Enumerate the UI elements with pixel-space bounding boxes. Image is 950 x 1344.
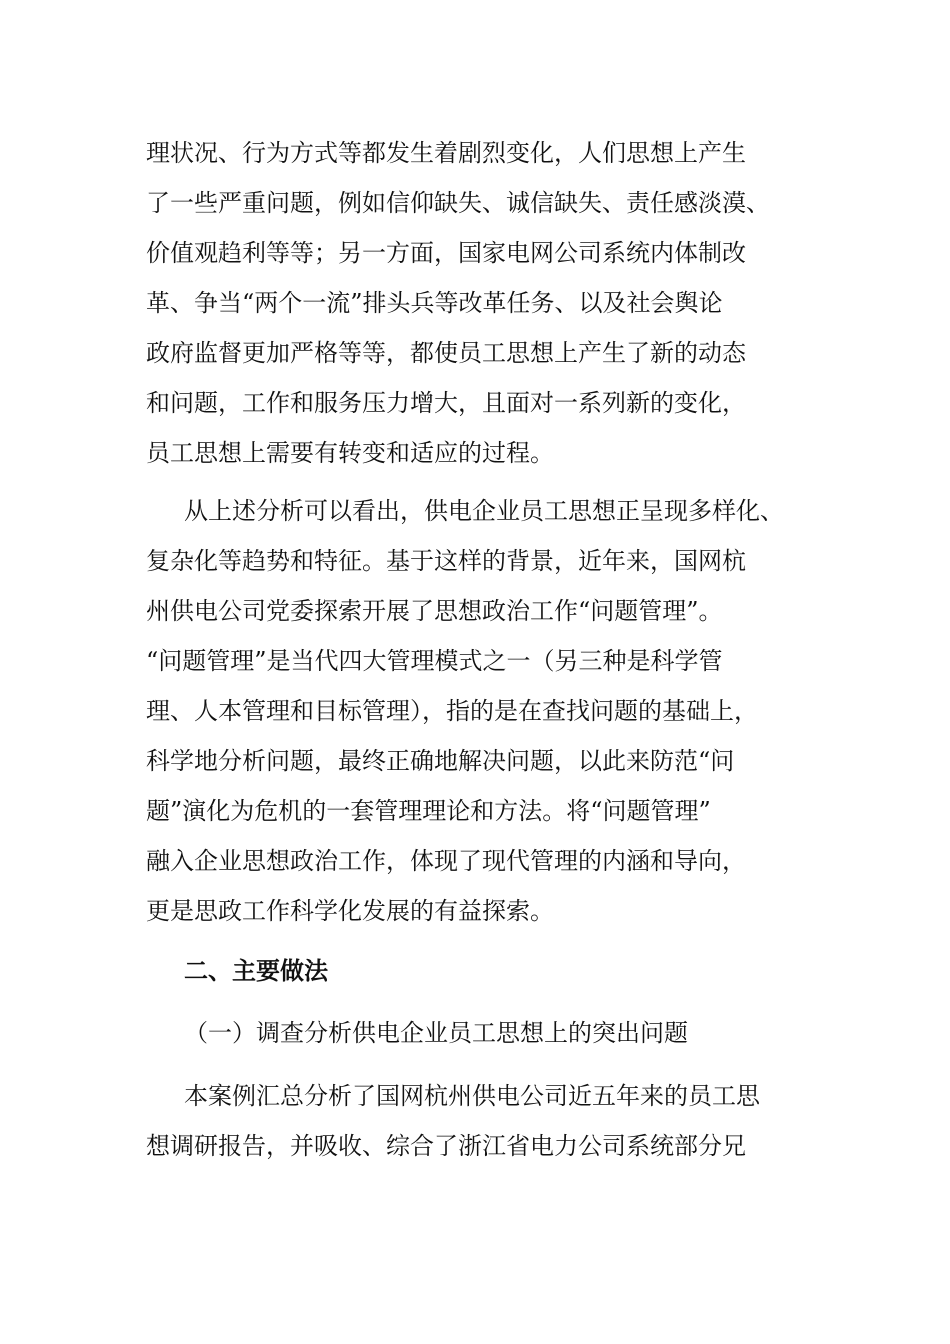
- paragraph-line: 政府监督更加严格等等，都使员工思想上产生了新的动态: [146, 339, 746, 367]
- paragraph-line: 本案例汇总分析了国网杭州供电公司近五年来的员工思: [184, 1082, 760, 1110]
- paragraph-line: 想调研报告，并吸收、综合了浙江省电力公司系统部分兄: [146, 1132, 746, 1160]
- paragraph-line: “问题管理”是当代四大管理模式之一（另三种是科学管: [146, 647, 723, 675]
- paragraph-line: 理状况、行为方式等都发生着剧烈变化，人们思想上产生: [146, 139, 746, 167]
- paragraph-line: 员工思想上需要有转变和适应的过程。: [146, 439, 554, 467]
- paragraph-line: 理、人本管理和目标管理），指的是在查找问题的基础上，: [146, 697, 758, 725]
- paragraph-line: 和问题，工作和服务压力增大，且面对一系列新的变化，: [146, 389, 746, 417]
- paragraph-line: 题”演化为危机的一套管理理论和方法。将“问题管理”: [146, 797, 711, 825]
- paragraph-line: 更是思政工作科学化发展的有益探索。: [146, 897, 554, 925]
- paragraph-line: 复杂化等趋势和特征。基于这样的背景，近年来，国网杭: [146, 547, 746, 575]
- paragraph-line: 从上述分析可以看出，供电企业员工思想正呈现多样化、: [184, 497, 784, 525]
- paragraph-line: 州供电公司党委探索开展了思想政治工作“问题管理”。: [146, 597, 723, 625]
- subsection-heading: （一）调查分析供电企业员工思想上的突出问题: [184, 1019, 688, 1047]
- paragraph-line: 融入企业思想政治工作，体现了现代管理的内涵和导向，: [146, 847, 746, 875]
- paragraph-line: 革、争当“两个一流”排头兵等改革任务、以及社会舆论: [146, 289, 723, 317]
- paragraph-line: 科学地分析问题，最终正确地解决问题，以此来防范“问: [146, 747, 735, 775]
- paragraph-line: 了一些严重问题，例如信仰缺失、诚信缺失、责任感淡漠、: [146, 189, 770, 217]
- section-heading: 二、主要做法: [184, 957, 328, 985]
- paragraph-line: 价值观趋利等等；另一方面，国家电网公司系统内体制改: [146, 239, 746, 267]
